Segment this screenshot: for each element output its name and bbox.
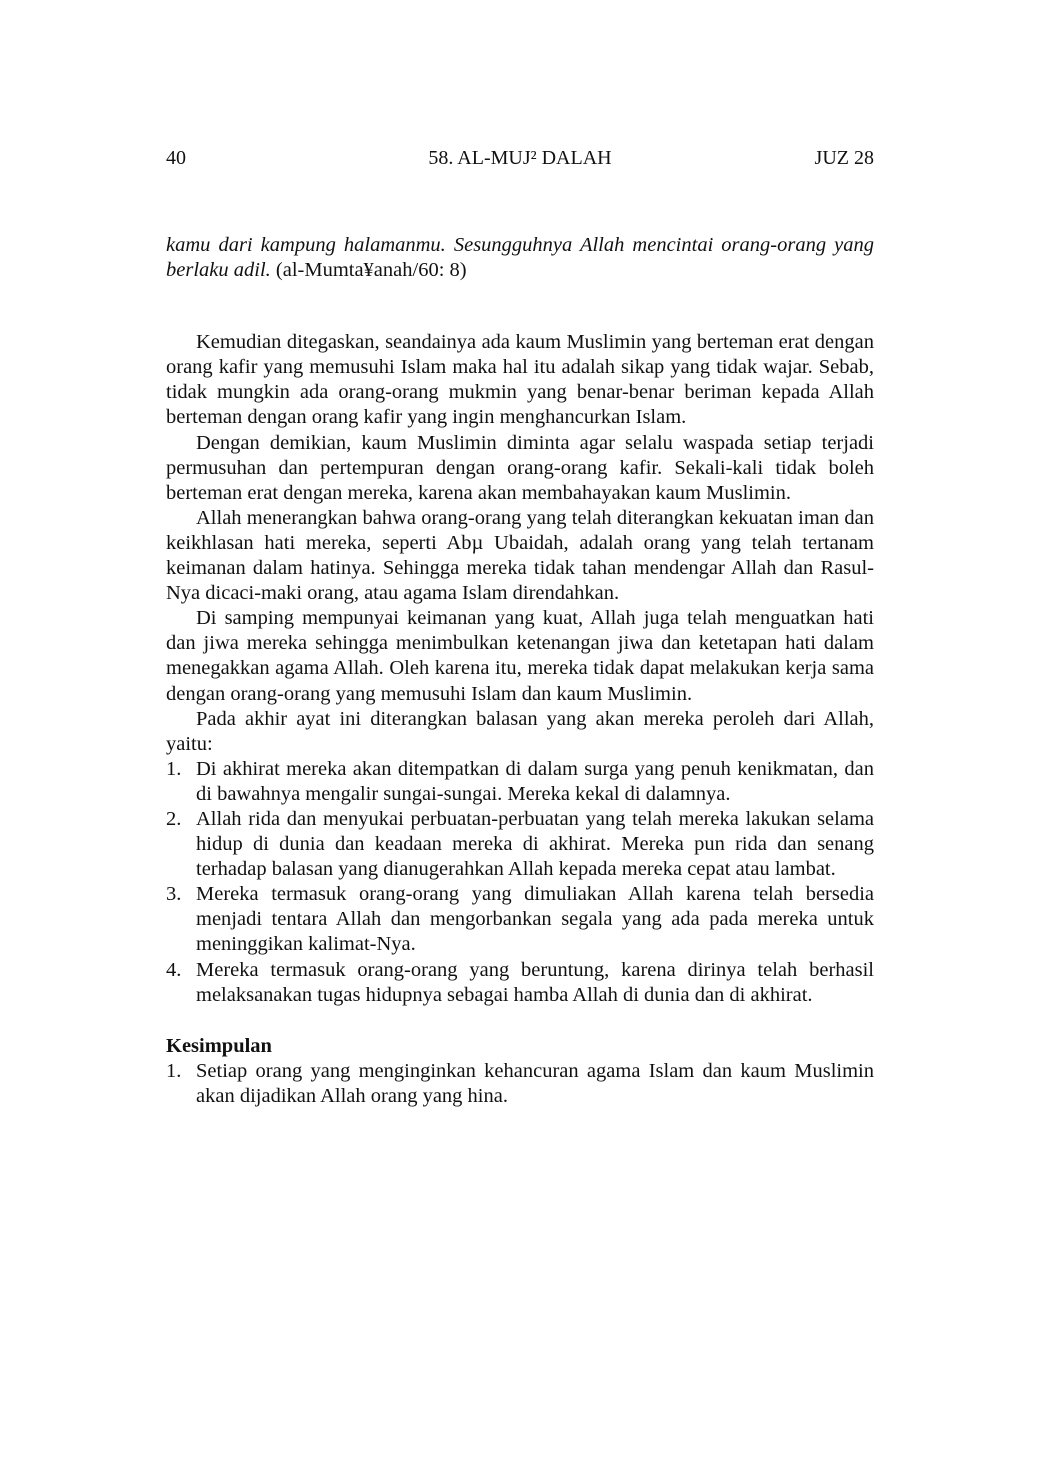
list-item xyxy=(166,882,874,957)
list-text: Setiap orang yang menginginkan kehancuran agama Islam dan kaum Muslimin akan dijadikan Allah orang yang hina. xyxy=(196,1059,874,1107)
paragraph: Dengan demikian, kaum Muslimin diminta agar selalu waspada setiap terjadi permusuhan dan pertempuran dengan orang-orang kafir. Sekali-kali tidak boleh berteman erat dengan mereka, karena akan membahayakan kaum Muslimin. xyxy=(166,431,874,504)
list-item xyxy=(166,757,874,807)
list-number: 1. xyxy=(166,757,182,780)
list-text: Mereka termasuk orang-orang yang dimuliakan Allah karena telah bersedia menjadi tentara Allah dan mengorbankan segala yang ada pada mereka untuk meninggikan kalimat-Nya. xyxy=(196,883,874,956)
page-number: 40 xyxy=(166,147,186,169)
chapter-title: 58. AL-MUJ² DALAH xyxy=(428,147,612,169)
paragraph: Allah menerangkan bahwa orang-orang yang telah diterangkan kekuatan iman dan keikhlasan hati mereka, seperti Abµ Ubaidah, adalah orang yang telah tertanam keimanan dalam hatinya. Sehingga mereka tidak tahan mendengar Allah dan Rasul-Nya dicaci-maki orang, atau agama Islam direndahkan. xyxy=(166,506,874,605)
quote-italic-text: kamu dari kampung halamanmu. Sesungguhnya Allah mencintai orang-orang yang berlaku adil. xyxy=(166,234,874,282)
juz-label: JUZ 28 xyxy=(814,147,874,169)
list-item xyxy=(166,1059,874,1109)
list-text: Di akhirat mereka akan ditempatkan di dalam surga yang penuh kenikmatan, dan di bawahnya mengalir sungai-sungai. Mereka kekal di dalamnya. xyxy=(196,757,874,805)
spacer xyxy=(166,283,874,330)
quote-reference: (al-Mumta¥anah/60: 8) xyxy=(270,259,467,282)
reward-list xyxy=(166,757,874,1008)
quote-continuation xyxy=(166,233,874,283)
list-number: 3. xyxy=(166,883,182,906)
list-number: 4. xyxy=(166,958,182,981)
paragraph: Pada akhir ayat ini diterangkan balasan yang akan mereka peroleh dari Allah, yaitu: xyxy=(166,707,874,755)
paragraph: Kemudian ditegaskan, seandainya ada kaum Muslimin yang berteman erat dengan orang kafir yang memusuhi Islam maka hal itu adalah sikap yang tidak wajar. Sebab, tidak mungkin ada orang-orang mukmin yang benar-benar beriman kepada Allah berteman dengan orang kafir yang ingin menghancurkan Islam. xyxy=(166,331,874,429)
paragraph: Di samping mempunyai keimanan yang kuat, Allah juga telah menguatkan hati dan jiwa mereka sehingga menimbulkan ketenangan jiwa dan ketetapan hati dalam menegakkan agama Allah. Oleh karena itu, mereka tidak dapat melakukan kerja sama dengan orang-orang yang memusuhi Islam dan kaum Muslimin. xyxy=(166,607,874,705)
running-header xyxy=(166,144,874,174)
conclusion-list xyxy=(166,1059,874,1109)
list-text: Mereka termasuk orang-orang yang beruntung, karena dirinya telah berhasil melaksanakan tugas hidupnya sebagai hamba Allah di dunia dan di akhirat. xyxy=(196,958,874,1006)
list-item xyxy=(166,807,874,882)
list-item xyxy=(166,958,874,1008)
list-number: 2. xyxy=(166,807,182,830)
list-text: Allah rida dan menyukai perbuatan-perbuatan yang telah mereka lakukan selama hidup di dunia dan keadaan mereka di akhirat. Mereka pun rida dan senang terhadap balasan yang dianugerahkan Allah kepada mereka cepat atau lambat. xyxy=(196,807,874,881)
page-body xyxy=(166,233,874,1109)
conclusion-heading: Kesimpulan xyxy=(166,1034,272,1057)
list-number: 1. xyxy=(166,1059,182,1082)
